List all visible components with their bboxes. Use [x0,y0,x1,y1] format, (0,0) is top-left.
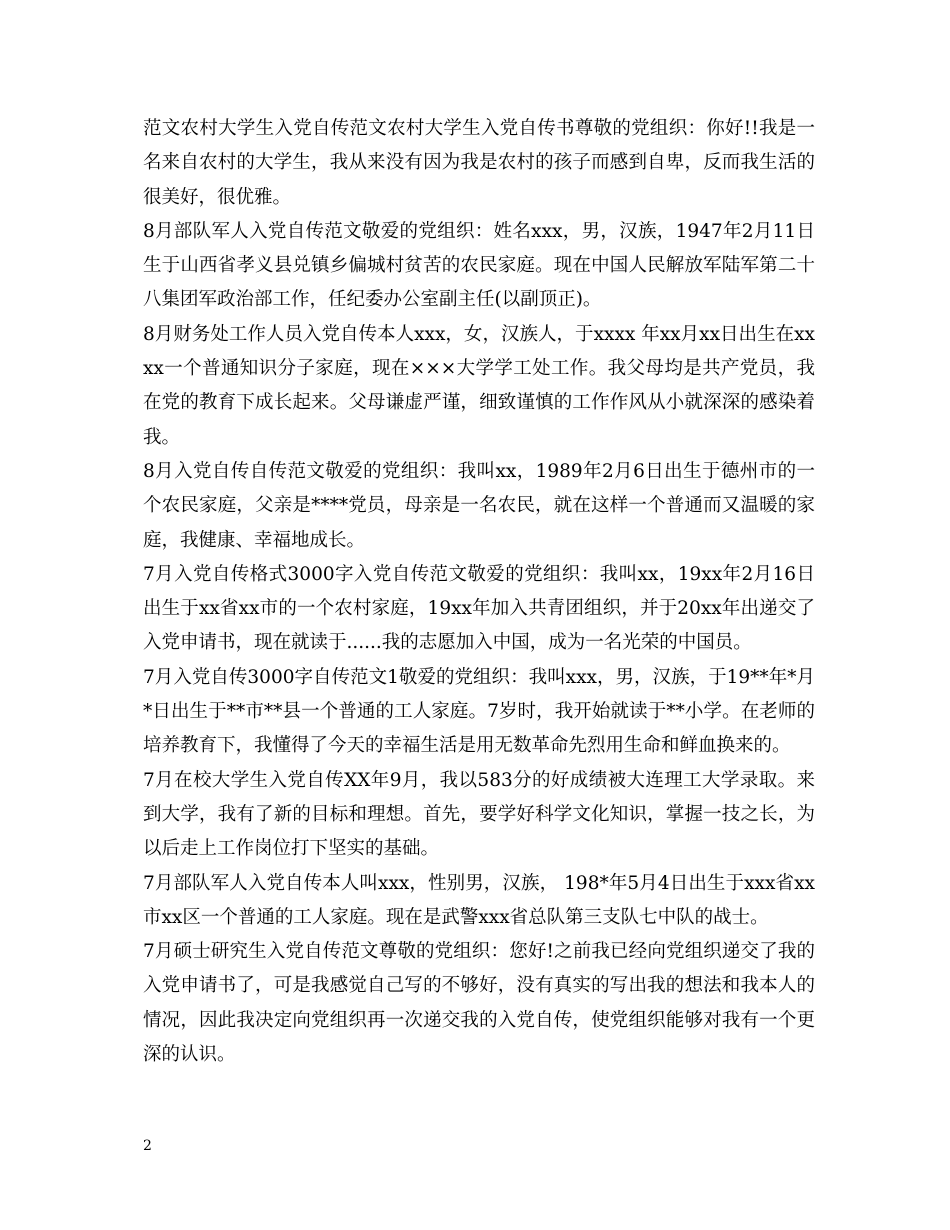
paragraph: 8月部队军人入党自传范文敬爱的党组织：姓名xxx，男，汉族，1947年2月11日生于山西省孝义县兑镇乡偏城村贫苦的农民家庭。现在中国人民解放军陆军第二十八集团军政治部工作，任纪委办公室副主任(以副顶正)。 [143,220,815,311]
document-body [143,112,815,1072]
paragraph: 范文农村大学生入党自传范文农村大学生入党自传书尊敬的党组织：你好!!我是一名来自农村的大学生，我从来没有因为我是农村的孩子而感到自卑，反而我生活的很美好，很优雅。 [143,118,815,208]
paragraph: 7月入党自传格式3000字入党自传范文敬爱的党组织：我叫xx，19xx年2月16日出生于xx省xx市的一个农村家庭，19xx年加入共青团组织，并于20xx年出递交了入党申请书，现在就读于......我的志愿加入中国，成为一名光荣的中国员。 [143,563,815,654]
paragraph: 8月入党自传自传范文敬爱的党组织：我叫xx，1989年2月6日出生于德州市的一个农民家庭，父亲是****党员，母亲是一名农民，就在这样一个普通而又温暖的家庭，我健康、幸福地成长。 [143,460,815,551]
paragraph: 7月硕士研究生入党自传范文尊敬的党组织：您好!之前我已经向党组织递交了我的入党申请书了，可是我感觉自己写的不够好，没有真实的写出我的想法和我本人的情况，因此我决定向党组织再一次递交我的入党自传，使党组织能够对我有一个更深的认识。 [143,941,815,1066]
page-number: 2 [143,1138,152,1154]
paragraph: 7月入党自传3000字自传范文1敬爱的党组织：我叫xxx，男，汉族，于19**年*月*日出生于**市**县一个普通的工人家庭。7岁时，我开始就读于**小学。在老师的培养教育下，我懂得了今天的幸福生活是用无数革命先烈用生命和鲜血换来的。 [143,666,815,757]
paragraph: 8月财务处工作人员入党自传本人xxx，女，汉族人，于xxxx 年xx月xx日出生在xxxx一个普通知识分子家庭，现在×××大学学工处工作。我父母均是共产党员，我在党的教育下成长起来。父母谦虚严谨，细致谨慎的工作作风从小就深深的感染着我。 [143,323,815,448]
paragraph: 7月在校大学生入党自传XX年9月，我以583分的好成绩被大连理工大学录取。来到大学，我有了新的目标和理想。首先，要学好科学文化知识，掌握一技之长，为以后走上工作岗位打下坚实的基础。 [143,769,815,860]
paragraph: 7月部队军人入党自传本人叫xxx，性别男，汉族， 198*年5月4日出生于xxx省xx市xx区一个普通的工人家庭。现在是武警xxx省总队第三支队七中队的战士。 [143,872,815,928]
